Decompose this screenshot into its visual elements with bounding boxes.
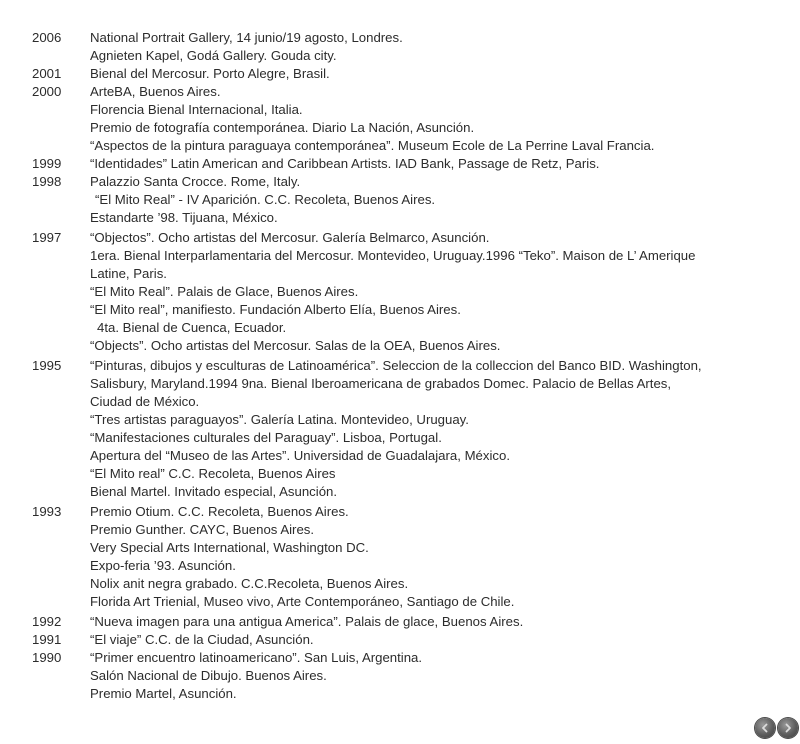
chevron-left-icon (759, 722, 771, 734)
entry-text: 4ta. Bienal de Cuenca, Ecuador. (97, 320, 287, 335)
entry-year: 2000 (32, 84, 62, 99)
entry-year: 1995 (32, 358, 62, 373)
entry-year: 1997 (32, 230, 62, 245)
entry-year: 1991 (32, 632, 62, 647)
entry-text: “El Mito real” C.C. Recoleta, Buenos Aires (90, 466, 336, 481)
entry-text: Bienal Martel. Invitado especial, Asunción. (90, 484, 338, 499)
entry-text: Agnieten Kapel, Godá Gallery. Gouda city. (90, 48, 337, 63)
entry-text: “El Mito Real”. Palais de Glace, Buenos Aires. (90, 284, 359, 299)
entry-year: 1993 (32, 504, 62, 519)
entry-text: “El viaje” C.C. de la Ciudad, Asunción. (90, 632, 314, 647)
entry-text: “El Mito Real” - IV Aparición. C.C. Recoleta, Buenos Aires. (95, 192, 436, 207)
entry-text: Premio Otium. C.C. Recoleta, Buenos Aires. (90, 504, 349, 519)
entry-text: “Primer encuentro latinoamericano”. San Luis, Argentina. (90, 650, 423, 665)
entry-text: “Aspectos de la pintura paraguaya contemporánea”. Museum Ecole de La Perrine Laval Francia. (90, 138, 655, 153)
entry-text: “Objectos”. Ocho artistas del Mercosur. Galería Belmarco, Asunción. (90, 230, 490, 245)
entry-text: Estandarte ’98. Tijuana, México. (90, 210, 278, 225)
entry-year: 1998 (32, 174, 62, 189)
entry-text: Ciudad de México. (90, 394, 200, 409)
entry-text: Very Special Arts International, Washington DC. (90, 540, 369, 555)
previous-page-button[interactable] (755, 718, 775, 738)
entry-text: “Manifestaciones culturales del Paraguay”. Lisboa, Portugal. (90, 430, 442, 445)
entry-year: 1992 (32, 614, 62, 629)
entry-text: Apertura del “Museo de las Artes”. Universidad de Guadalajara, México. (90, 448, 511, 463)
entry-text: Premio Gunther. CAYC, Buenos Aires. (90, 522, 315, 537)
entry-text: “Identidades” Latin American and Caribbean Artists. IAD Bank, Passage de Retz, Paris. (90, 156, 600, 171)
next-page-button[interactable] (778, 718, 798, 738)
entry-text: Florencia Bienal Internacional, Italia. (90, 102, 303, 117)
entry-text: “Tres artistas paraguayos”. Galería Latina. Montevideo, Uruguay. (90, 412, 469, 427)
entry-year: 2001 (32, 66, 62, 81)
entry-text: Latine, Paris. (90, 266, 167, 281)
entry-text: “Nueva imagen para una antigua America”. Palais de glace, Buenos Aires. (90, 614, 524, 629)
entry-year: 1999 (32, 156, 62, 171)
entry-text: “El Mito real”, manifiesto. Fundación Alberto Elía, Buenos Aires. (90, 302, 461, 317)
entry-year: 1990 (32, 650, 62, 665)
entry-text: Palazzio Santa Crocce. Rome, Italy. (90, 174, 301, 189)
entry-text: Florida Art Trienial, Museo vivo, Arte Contemporáneo, Santiago de Chile. (90, 594, 515, 609)
entry-text: 1era. Bienal Interparlamentaria del Mercosur. Montevideo, Uruguay.1996 “Teko”. Maison de L’ Amerique (90, 248, 696, 263)
entry-year: 2006 (32, 30, 62, 45)
entry-text: “Pinturas, dibujos y esculturas de Latinoamérica”. Seleccion de la colleccion del Banco BID. Washington, (90, 358, 702, 373)
entry-text: Premio Martel, Asunción. (90, 686, 237, 701)
entry-text: “Objects”. Ocho artistas del Mercosur. Salas de la OEA, Buenos Aires. (90, 338, 501, 353)
entry-text: Salón Nacional de Dibujo. Buenos Aires. (90, 668, 327, 683)
entry-text: Bienal del Mercosur. Porto Alegre, Brasil. (90, 66, 330, 81)
entry-text: Nolix anit negra grabado. C.C.Recoleta, Buenos Aires. (90, 576, 409, 591)
chevron-right-icon (782, 722, 794, 734)
entry-text: Expo-feria ’93. Asunción. (90, 558, 236, 573)
entry-text: Premio de fotografía contemporánea. Diario La Nación, Asunción. (90, 120, 475, 135)
entry-text: ArteBA, Buenos Aires. (90, 84, 221, 99)
entry-text: National Portrait Gallery, 14 junio/19 agosto, Londres. (90, 30, 403, 45)
entry-text: Salisbury, Maryland.1994 9na. Bienal Iberoamericana de grabados Domec. Palacio de Bellas Artes, (90, 376, 672, 391)
